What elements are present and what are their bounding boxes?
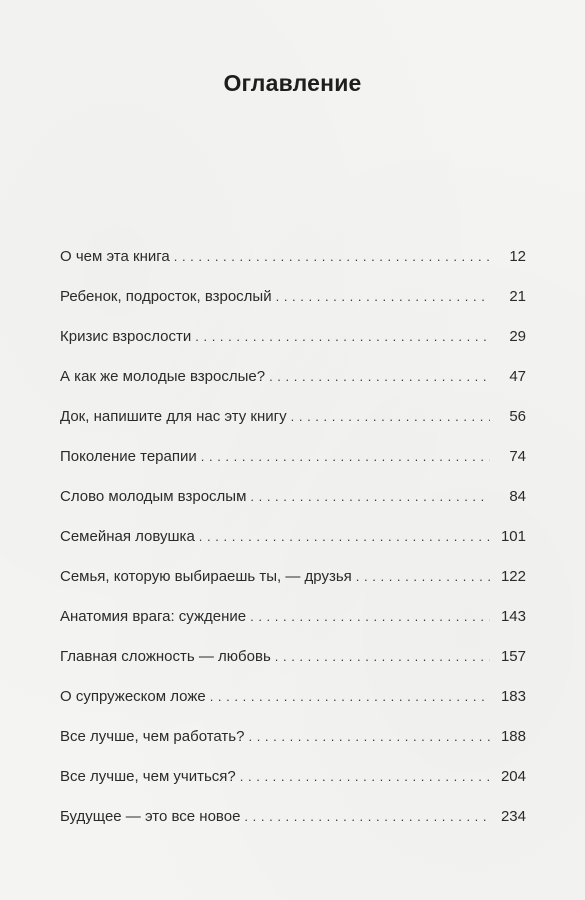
toc-entry-title: Поколение терапии [60, 448, 197, 465]
dot-leader [356, 569, 490, 584]
toc-entry-page: 188 [500, 728, 526, 745]
toc-entry-title: Будущее — это все новое [60, 808, 241, 825]
dot-leader [174, 249, 490, 264]
toc-entry [60, 568, 526, 608]
toc-entry-title: Док, напишите для нас эту книгу [60, 408, 287, 425]
toc-entry-page: 56 [509, 408, 526, 425]
toc-entry-title: О чем эта книга [60, 248, 170, 265]
toc-entry [60, 248, 526, 288]
toc-entry-page: 143 [500, 608, 526, 625]
toc-entry-title: Семья, которую выбираешь ты, — друзья [60, 568, 352, 585]
toc-entry-page: 74 [509, 448, 526, 465]
toc-entry [60, 368, 526, 408]
toc-entry [60, 648, 526, 688]
page-title: Оглавление [223, 70, 362, 96]
dot-leader [201, 449, 490, 464]
table-of-contents [60, 248, 526, 848]
dot-leader [240, 769, 490, 784]
dot-leader [250, 609, 490, 624]
dot-leader [195, 329, 490, 344]
toc-entry-page: 183 [500, 688, 526, 705]
toc-entry [60, 448, 526, 488]
toc-entry-page: 12 [509, 248, 526, 265]
toc-entry-title: А как же молодые взрослые? [60, 368, 266, 385]
toc-entry [60, 608, 526, 648]
dot-leader [210, 689, 490, 704]
toc-entry [60, 808, 526, 848]
dot-leader [250, 489, 490, 504]
toc-entry-title: Все лучше, чем учиться? [60, 768, 236, 785]
toc-entry [60, 328, 526, 368]
dot-leader [199, 529, 490, 544]
toc-entry [60, 488, 526, 528]
toc-entry [60, 528, 526, 568]
toc-entry-title: Кризис взрослости [60, 328, 192, 345]
toc-entry [60, 728, 526, 768]
toc-entry-page: 122 [500, 568, 526, 585]
toc-entry-title: Все лучше, чем работать? [60, 728, 245, 745]
toc-entry-page: 84 [509, 488, 526, 505]
toc-entry [60, 768, 526, 808]
toc-entry [60, 688, 526, 728]
dot-leader [275, 649, 490, 664]
toc-entry-title: Семейная ловушка [60, 528, 195, 545]
toc-entry-title: О супружеском ложе [60, 688, 206, 705]
dot-leader [291, 409, 490, 424]
toc-entry-title: Слово молодым взрослым [60, 488, 247, 505]
toc-entry-title: Главная сложность — любовь [60, 648, 271, 665]
toc-entry-title: Анатомия врага: суждение [60, 608, 247, 625]
toc-entry-page: 47 [509, 368, 526, 385]
toc-entry-page: 21 [509, 288, 526, 305]
toc-entry [60, 408, 526, 448]
dot-leader [276, 289, 490, 304]
toc-entry-title: Ребенок, подросток, взрослый [60, 288, 272, 305]
toc-entry-page: 29 [509, 328, 526, 345]
toc-entry [60, 288, 526, 328]
toc-entry-page: 101 [500, 528, 526, 545]
toc-entry-page: 204 [500, 768, 526, 785]
toc-entry-page: 157 [500, 648, 526, 665]
toc-entry-page: 234 [500, 808, 526, 825]
dot-leader [244, 809, 490, 824]
dot-leader [248, 729, 490, 744]
dot-leader [269, 369, 490, 384]
